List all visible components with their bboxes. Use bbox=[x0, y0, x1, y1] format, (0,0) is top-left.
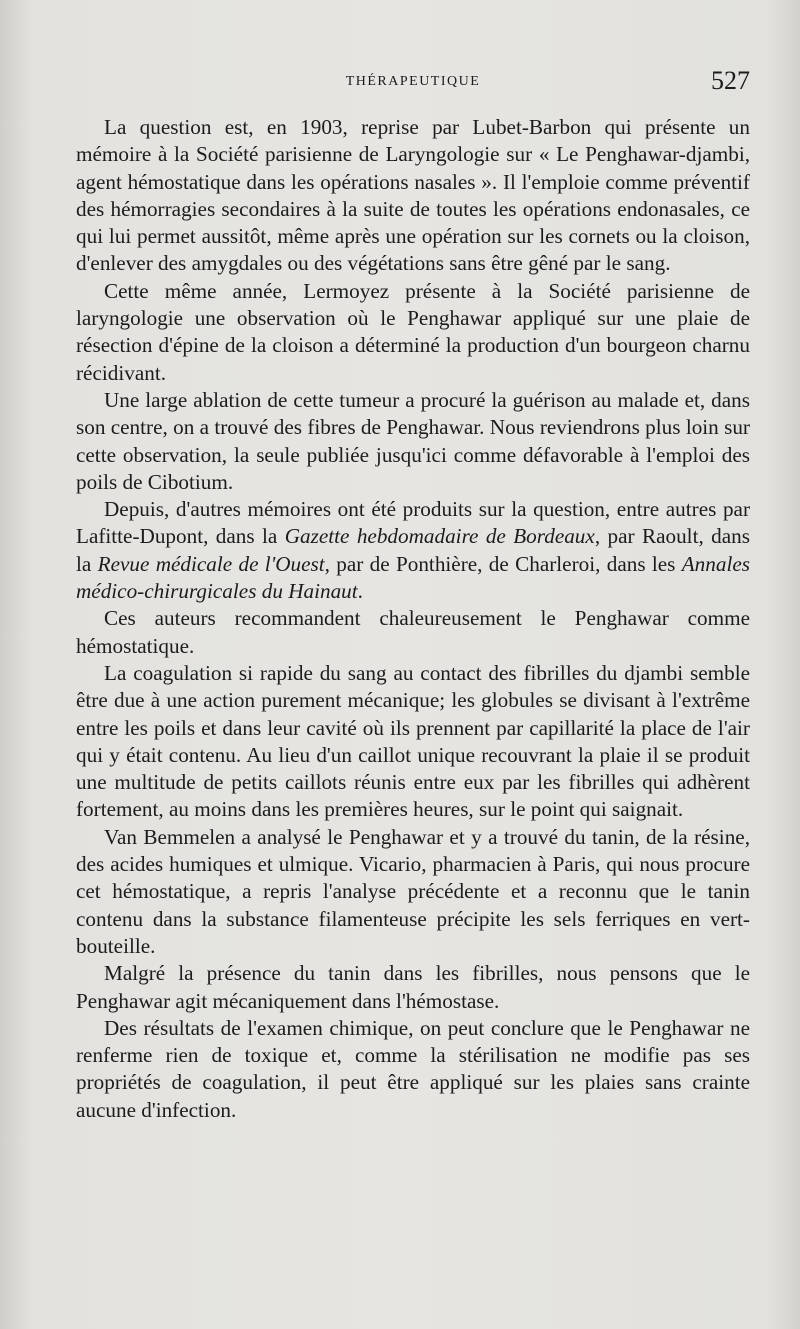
journal-title-revue: Revue médicale de l'Ouest bbox=[97, 551, 325, 576]
paragraph-3: Une large ablation de cette tumeur a procuré la guérison au malade et, dans son centre, on a trouvé des fibres de Penghawar. Nous reviendrons plus loin sur cette observation, la seule publiée jusqu'ici comme défavorable à l'emploi des poils de Cibotium. bbox=[76, 387, 750, 494]
paragraph-7: Van Bemmelen a analysé le Penghawar et y a trouvé du tanin, de la résine, des acides humiques et ulmique. Vicario, pharmacien à Paris, qui nous procure cet hémostatique, a repris l'analyse précédente et a reconnu que le tanin contenu dans la substance filamenteuse précipite les sels ferriques en vert-bouteille. bbox=[76, 824, 750, 958]
paragraph-2: Cette même année, Lermoyez présente à la Société parisienne de laryngologie une observation où le Penghawar appliqué sur une plaie de résection d'épine de la cloison a déterminé la production d'un bourgeon charnu récidivant. bbox=[76, 278, 750, 385]
paragraph-4-text-a: Depuis, d'autres mémoires ont été produits sur la question, entre autres par Lafitte-Dupont, dans la bbox=[76, 497, 750, 549]
journal-title-annales: Annales médico-chirurgicales du Hainaut bbox=[76, 551, 750, 604]
page-header bbox=[76, 66, 750, 100]
paragraph-4-text-e: , par de Ponthière, de Charleroi, dans les bbox=[324, 551, 682, 576]
journal-title-gazette: Gazette hebdomadaire de Bordeaux bbox=[284, 524, 595, 549]
paragraph-8: Malgré la présence du tanin dans les fibrilles, nous pensons que le Penghawar agit mécaniquement dans l'hémostase. bbox=[76, 961, 750, 1013]
running-head: THÉRAPEUTIQUE bbox=[345, 74, 481, 89]
paragraph-9: Des résultats de l'examen chimique, on peut conclure que le Penghawar ne renferme rien de toxique et, comme la stérilisation ne modifie pas ses propriétés de coagulation, il peut être appliqué sur les plaies sans crainte aucune d'infection. bbox=[76, 1015, 750, 1122]
body-text bbox=[76, 114, 750, 1124]
paragraph-4-text-c: , par Raoult, dans la bbox=[76, 524, 750, 576]
page-number: 527 bbox=[711, 66, 750, 95]
paragraph-5: Ces auteurs recommandent chaleureusement le Penghawar comme hémostatique. bbox=[76, 606, 750, 658]
paragraph-4-text-g: . bbox=[357, 579, 363, 604]
paragraph-1: La question est, en 1903, reprise par Lubet-Barbon qui présente un mémoire à la Société parisienne de Laryngologie sur « Le Penghawar-djambi, agent hémostatique dans les opérations nasales ». Il l'emploie comme préventif des hémorragies secondaires à la suite de toutes les opérations endonasales, ce qui lui permet aussitôt, même après une opération sur les cornets ou la cloison, d'enlever des amygdales ou des végétations sans être gêné par le sang. bbox=[76, 115, 750, 276]
paragraph-4 bbox=[76, 496, 750, 605]
paragraph-6: La coagulation si rapide du sang au contact des fibrilles du djambi semble être due à une action purement mécanique; les globules se divisant à l'extrême entre les poils et dans leur cavité où ils prennent par capillarité la place de l'air qui y était contenu. Au lieu d'un caillot unique recouvrant la plaie il se produit une multitude de petits caillots réunis entre eux par les fibrilles qui adhèrent fortement, au moins dans les premières heures, sur le point qui saignait. bbox=[76, 660, 750, 822]
